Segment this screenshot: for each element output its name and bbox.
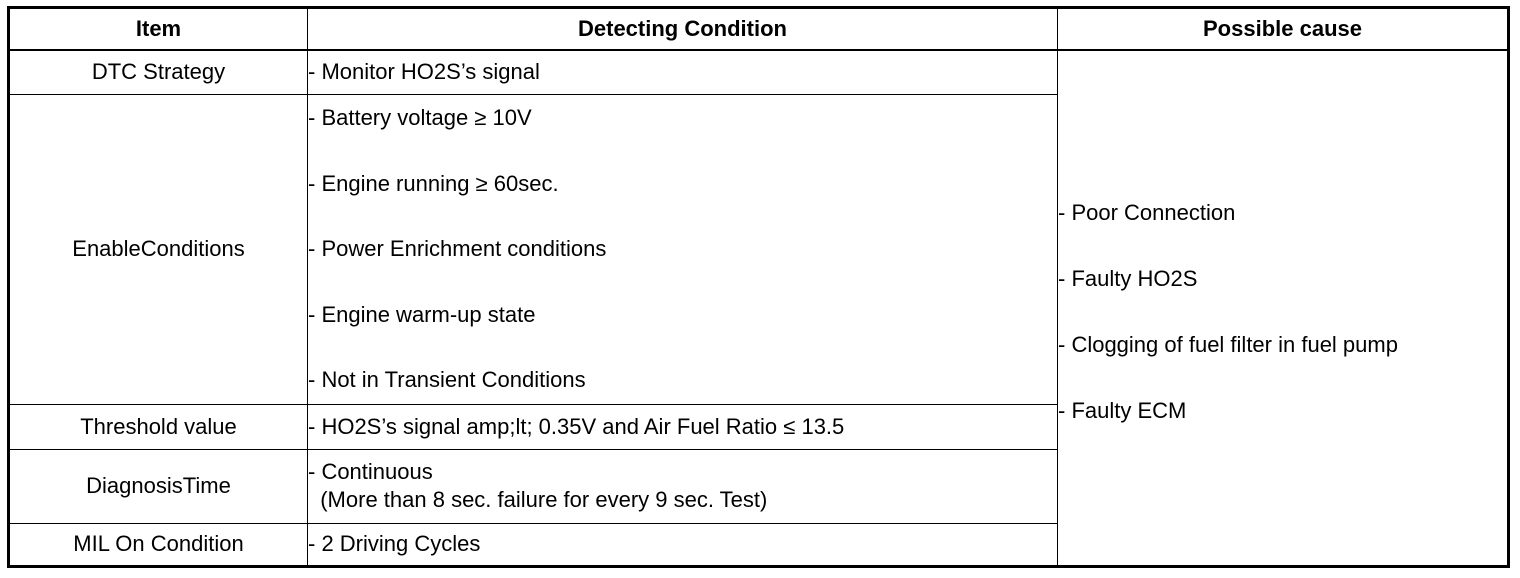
condition-line: - Power Enrichment conditions [308,236,607,261]
item-diagnosis-time: DiagnosisTime [9,449,308,523]
condition-enable-conditions [308,94,1058,404]
item-dtc-strategy: DTC Strategy [9,50,308,94]
item-threshold-value: Threshold value [9,404,308,449]
condition-line: - HO2S’s signal amp;lt; 0.35V and Air Fuel Ratio ≤ 13.5 [308,413,845,439]
condition-mil-on-condition [308,523,1058,566]
condition-line: - Battery voltage ≥ 10V [308,105,532,130]
condition-line: - 2 Driving Cycles [308,531,481,556]
condition-dtc-strategy [308,50,1058,94]
condition-line: - Monitor HO2S’s signal [308,59,540,85]
cause-clogging-fuel-filter: - Clogging of fuel filter in fuel pump [1058,332,1398,357]
condition-diagnosis-time [308,449,1058,523]
possible-cause-cell [1058,50,1509,566]
header-item: Item [9,8,308,51]
condition-line: - Continuous [308,459,433,484]
condition-threshold-value [308,404,1058,449]
condition-line: - Not in Transient Conditions [308,367,586,392]
possible-cause-list [1058,51,1507,425]
condition-line: - Engine warm-up state [308,301,536,327]
item-enable-conditions: EnableConditions [9,94,308,404]
dtc-spec-table [7,6,1510,568]
condition-line: (More than 8 sec. failure for every 9 sec. Test) [308,487,768,512]
cause-faulty-ecm: - Faulty ECM [1058,398,1187,423]
item-mil-on-condition: MIL On Condition [9,523,308,566]
condition-line: - Engine running ≥ 60sec. [308,170,559,196]
table-header-row [9,8,1509,51]
cause-faulty-ho2s: - Faulty HO2S [1058,266,1198,291]
table-row-dtc-strategy [9,50,1509,94]
cause-poor-connection: - Poor Connection [1058,200,1236,225]
header-possible-cause: Possible cause [1058,8,1509,51]
enable-conditions-list [308,104,1057,394]
header-detecting-condition: Detecting Condition [308,8,1058,51]
